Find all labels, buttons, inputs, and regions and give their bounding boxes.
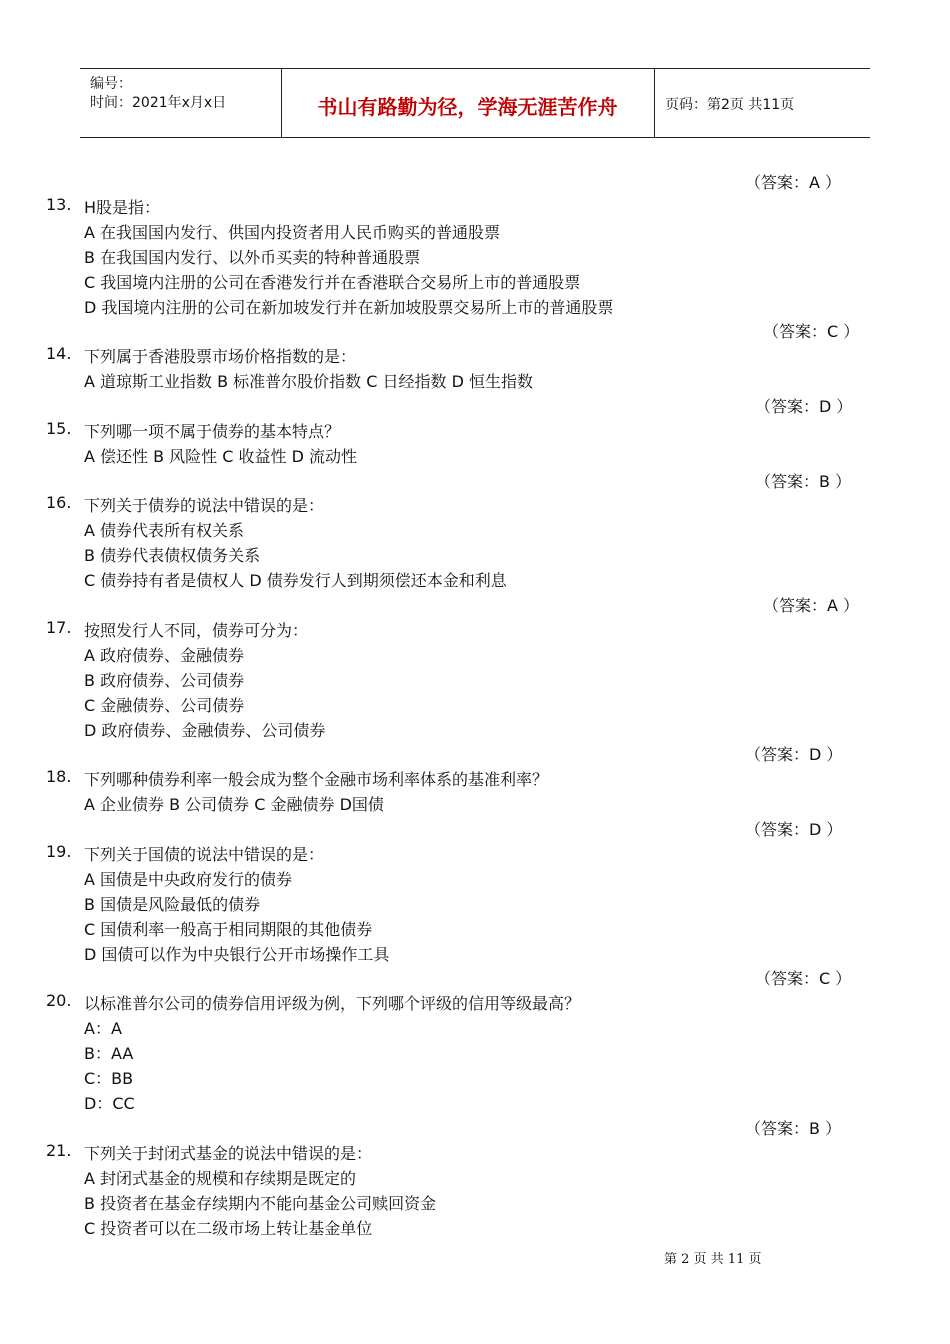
option: C 国债利率一般高于相同期限的其他债券 [84, 920, 373, 939]
option: C 债券持有者是债权人 D 债券发行人到期须偿还本金和利息 [84, 571, 507, 590]
answer: （答案：A ） [763, 596, 860, 615]
option: A 企业债券 B 公司债券 C 金融债券 D国债 [84, 795, 384, 814]
answer: （答案：C ） [763, 322, 860, 341]
answer: （答案：D ） [755, 397, 853, 416]
question-number: 21. [46, 1141, 72, 1160]
header-left-cell [80, 69, 282, 137]
question-text: 下列关于国债的说法中错误的是： [84, 845, 325, 864]
option: A 在我国国内发行、供国内投资者用人民币购买的普通股票 [84, 223, 501, 242]
option: B 国债是风险最低的债券 [84, 895, 261, 914]
question-number: 17. [46, 618, 72, 637]
option: A 道琼斯工业指数 B 标准普尔股价指数 C 日经指数 D 恒生指数 [84, 372, 534, 391]
question-text: 下列哪一项不属于债券的基本特点？ [84, 422, 341, 441]
option: B：AA [84, 1044, 134, 1063]
document-header [80, 68, 870, 138]
option: A 政府债券、金融债券 [84, 646, 245, 665]
option: B 政府债券、公司债券 [84, 671, 245, 690]
question-text: 下列关于债券的说法中错误的是： [84, 496, 325, 515]
document-number: 编号： [90, 76, 132, 92]
question-number: 15. [46, 419, 72, 438]
question-number: 16. [46, 493, 72, 512]
option: A 封闭式基金的规模和存续期是既定的 [84, 1169, 357, 1188]
option: B 在我国国内发行、以外币买卖的特种普通股票 [84, 248, 421, 267]
document-date: 时间：2021年x月x日 [90, 95, 227, 111]
option: D 政府债券、金融债券、公司债券 [84, 721, 326, 740]
question-text: 下列属于香港股票市场价格指数的是： [84, 347, 357, 366]
answer: （答案：B ） [755, 472, 852, 491]
option: C 金融债券、公司债券 [84, 696, 245, 715]
question-number: 19. [46, 842, 72, 861]
header-middle-cell [281, 69, 655, 137]
header-motto: 书山有路勤为径，学海无涯苦作舟 [317, 95, 618, 119]
question-text: H股是指： [84, 198, 161, 217]
page-footer: 第 2 页 共 11 页 [664, 1252, 762, 1267]
question-number: 13. [46, 195, 72, 214]
question-text: 以标准普尔公司的债券信用评级为例，下列哪个评级的信用等级最高？ [84, 994, 581, 1013]
option: C 投资者可以在二级市场上转让基金单位 [84, 1219, 373, 1238]
option: A 债券代表所有权关系 [84, 521, 245, 540]
answer: （答案：D ） [745, 745, 843, 764]
page-indicator: 页码：第2页 共11页 [665, 97, 795, 113]
answer: （答案：D ） [745, 820, 843, 839]
answer: （答案：C ） [755, 969, 852, 988]
answer: （答案：B ） [745, 1119, 842, 1138]
answer-previous: （答案：A ） [745, 173, 842, 192]
question-text: 下列关于封闭式基金的说法中错误的是： [84, 1144, 373, 1163]
question-number: 20. [46, 991, 72, 1010]
option: B 债券代表债权债务关系 [84, 546, 261, 565]
option: D 我国境内注册的公司在新加坡发行并在新加坡股票交易所上市的普通股票 [84, 298, 614, 317]
question-text: 按照发行人不同，债券可分为： [84, 621, 309, 640]
option: B 投资者在基金存续期内不能向基金公司赎回资金 [84, 1194, 437, 1213]
option: A 国债是中央政府发行的债券 [84, 870, 293, 889]
option: A：A [84, 1019, 122, 1038]
option: C 我国境内注册的公司在香港发行并在香港联合交易所上市的普通股票 [84, 273, 581, 292]
option: C：BB [84, 1069, 134, 1088]
header-right-cell [655, 69, 870, 137]
question-number: 14. [46, 344, 72, 363]
option: D：CC [84, 1094, 135, 1113]
option: A 偿还性 B 风险性 C 收益性 D 流动性 [84, 447, 358, 466]
question-number: 18. [46, 767, 72, 786]
question-text: 下列哪种债券利率一般会成为整个金融市场利率体系的基准利率？ [84, 770, 549, 789]
option: D 国债可以作为中央银行公开市场操作工具 [84, 945, 390, 964]
